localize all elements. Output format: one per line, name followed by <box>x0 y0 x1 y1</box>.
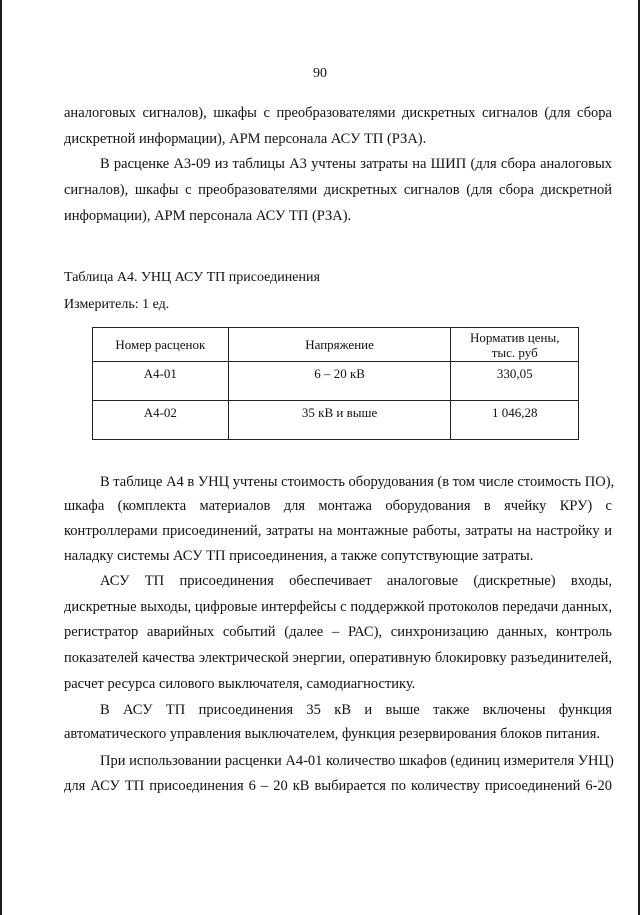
table-cell-price: 330,05 <box>451 362 579 401</box>
para4-line-5: расчет ресурса силового выключателя, самодиагностику. <box>64 676 416 692</box>
price-table <box>92 327 579 440</box>
para1-line-1: аналоговых сигналов), шкафы с преобразователями дискретных сигналов (для сбора <box>64 105 612 121</box>
para3-line-4: наладку системы АСУ ТП присоединения, а также сопутствующие затраты. <box>64 548 534 564</box>
para2-line-2: сигналов), шкафы с преобразователями дискретных сигналов (для сбора дискретной <box>64 182 612 198</box>
para5-line-1: В АСУ ТП присоединения 35 кВ и выше также включены функция <box>100 702 612 718</box>
para2-line-3: информации), АРМ персонала АСУ ТП (РЗА). <box>64 208 352 224</box>
para3-line-1: В таблице А4 в УНЦ учтены стоимость оборудования (в том числе стоимость ПО), <box>100 474 615 490</box>
table-title: Таблица А4. УНЦ АСУ ТП присоединения <box>64 270 320 285</box>
para4-line-2: дискретные выходы, цифровые интерфейсы с поддержкой протоколов передачи данных, <box>64 599 612 615</box>
para2-line-1: В расценке А3-09 из таблицы А3 учтены затраты на ШИП (для сбора аналоговых <box>100 156 612 172</box>
table-cell-code: А4-02 <box>93 401 229 440</box>
table-cell-code: А4-01 <box>93 362 229 401</box>
table-header-cell <box>451 328 579 362</box>
table-cell-voltage: 6 – 20 кВ <box>228 362 451 401</box>
table-cell-voltage: 35 кВ и выше <box>228 401 451 440</box>
para4-line-3: регистратор аварийных событий (далее – РАС), синхронизацию данных, контроль <box>64 624 612 640</box>
para3-line-3: контроллерами присоединений, затраты на монтажные работы, затраты на настройку и <box>64 523 612 539</box>
unit-label: Измеритель: 1 ед. <box>64 297 170 312</box>
para1-line-2: дискретной информации), АРМ персонала АСУ ТП (РЗА). <box>64 131 427 147</box>
table-cell-price: 1 046,28 <box>451 401 579 440</box>
table-row <box>93 362 579 401</box>
para4-line-4: показателей качества электрической энергии, оперативную блокировку разъединителей, <box>64 650 612 666</box>
para3-line-2: шкафа (комплекта материалов для монтажа оборудования в ячейку КРУ) с <box>64 498 612 514</box>
para6-line-2: для АСУ ТП присоединения 6 – 20 кВ выбирается по количеству присоединений 6-20 <box>64 778 612 794</box>
page-number: 90 <box>313 66 327 81</box>
table-row <box>93 401 579 440</box>
table-header-price-text: Норматив цены, тыс. руб <box>470 329 560 360</box>
page-left-border <box>0 0 2 915</box>
para4-line-1: АСУ ТП присоединения обеспечивает аналоговые (дискретные) входы, <box>100 573 612 589</box>
table-header-row <box>93 328 579 362</box>
para6-line-1: При использовании расценки А4-01 количество шкафов (единиц измерителя УНЦ) <box>100 753 614 769</box>
table-header-cell: Номер расценок <box>93 328 229 362</box>
table-header-cell: Напряжение <box>228 328 451 362</box>
para5-line-2: автоматического управления выключателем, функция резервирования блоков питания. <box>64 726 601 742</box>
